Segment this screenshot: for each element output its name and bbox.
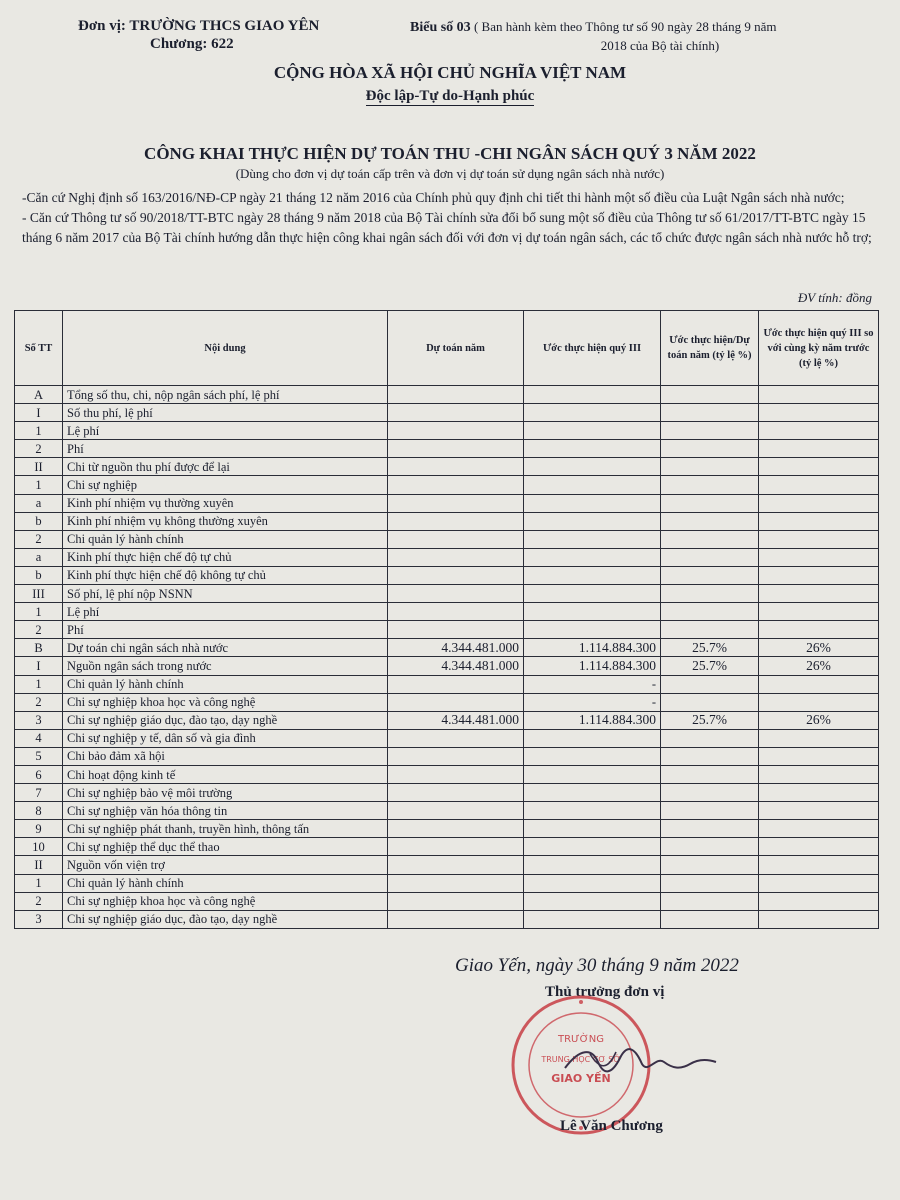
- row-number: 3: [15, 711, 63, 729]
- row-annual-plan: [388, 892, 524, 910]
- row-annual-plan: [388, 603, 524, 621]
- form-note-line-1: ( Ban hành kèm theo Thông tư số 90 ngày 28 tháng 9 năm: [470, 19, 777, 34]
- row-ratio: 25.7%: [661, 711, 759, 729]
- row-content: Nguồn vốn viện trợ: [63, 856, 388, 874]
- table-row: [15, 440, 879, 458]
- row-content: Chi sự nghiệp phát thanh, truyền hình, thông tấn: [63, 820, 388, 838]
- row-annual-plan: [388, 675, 524, 693]
- row-number: II: [15, 458, 63, 476]
- national-motto: [0, 88, 900, 105]
- row-yoy: [759, 512, 879, 530]
- row-number: 2: [15, 892, 63, 910]
- page-title: CÔNG KHAI THỰC HIỆN DỰ TOÁN THU -CHI NGÂN SÁCH QUÝ 3 NĂM 2022: [144, 144, 756, 163]
- signature: [560, 1040, 720, 1080]
- row-yoy: [759, 585, 879, 603]
- table-row: [15, 693, 879, 711]
- row-q3-estimate: [524, 458, 661, 476]
- row-yoy: [759, 747, 879, 765]
- row-number: a: [15, 548, 63, 566]
- row-ratio: [661, 747, 759, 765]
- row-number: 8: [15, 802, 63, 820]
- row-ratio: [661, 585, 759, 603]
- place-date: Giao Yến, ngày 30 tháng 9 năm 2022: [455, 955, 739, 976]
- table-row: [15, 530, 879, 548]
- row-content: Chi sự nghiệp: [63, 476, 388, 494]
- table-row: [15, 729, 879, 747]
- row-yoy: [759, 494, 879, 512]
- row-q3-estimate: [524, 585, 661, 603]
- legal-basis: [22, 188, 872, 248]
- row-ratio: [661, 603, 759, 621]
- table-row: [15, 512, 879, 530]
- row-annual-plan: [388, 566, 524, 584]
- row-content: Dự toán chi ngân sách nhà nước: [63, 639, 388, 657]
- row-number: 1: [15, 476, 63, 494]
- unit-line: [78, 18, 319, 35]
- row-q3-estimate: [524, 494, 661, 512]
- row-content: Chi sự nghiệp văn hóa thông tin: [63, 802, 388, 820]
- row-q3-estimate: 1.114.884.300: [524, 639, 661, 657]
- row-yoy: [759, 621, 879, 639]
- row-number: 1: [15, 422, 63, 440]
- row-q3-estimate: [524, 530, 661, 548]
- table-row: [15, 838, 879, 856]
- table-row: [15, 747, 879, 765]
- row-yoy: [759, 910, 879, 928]
- table-row: [15, 639, 879, 657]
- row-number: 2: [15, 621, 63, 639]
- row-yoy: 26%: [759, 639, 879, 657]
- row-content: Kinh phí nhiệm vụ thường xuyên: [63, 494, 388, 512]
- row-number: b: [15, 512, 63, 530]
- row-yoy: [759, 458, 879, 476]
- row-content: Chi quản lý hành chính: [63, 874, 388, 892]
- row-ratio: [661, 784, 759, 802]
- table-row: [15, 585, 879, 603]
- row-yoy: [759, 693, 879, 711]
- table-row: [15, 566, 879, 584]
- table-row: [15, 874, 879, 892]
- row-number: 7: [15, 784, 63, 802]
- table-row: [15, 494, 879, 512]
- row-number: 2: [15, 530, 63, 548]
- row-q3-estimate: [524, 820, 661, 838]
- table-row: [15, 711, 879, 729]
- row-yoy: [759, 404, 879, 422]
- legal-basis-item-2: - Căn cứ Thông tư số 90/2018/TT-BTC ngày 28 tháng 9 năm 2018 của Bộ Tài chính sửa đổi bổ sung một số điều của Thông tư số 61/2017/TT-BTC ngày 15 tháng 6 năm 2017 của Bộ Tài chính hướng dẫn thực hiện công khai ngân sách đối với đơn vị dự toán ngân sách, các tổ chức được ngân sách nhà nước hỗ trợ;: [22, 210, 872, 245]
- row-number: II: [15, 856, 63, 874]
- row-number: B: [15, 639, 63, 657]
- row-ratio: [661, 494, 759, 512]
- row-content: Lệ phí: [63, 422, 388, 440]
- row-number: 6: [15, 765, 63, 783]
- row-number: 1: [15, 874, 63, 892]
- row-annual-plan: [388, 910, 524, 928]
- row-annual-plan: [388, 494, 524, 512]
- row-content: Kinh phí thực hiện chế độ tự chủ: [63, 548, 388, 566]
- row-content: Chi quản lý hành chính: [63, 530, 388, 548]
- row-annual-plan: [388, 765, 524, 783]
- col-header-ratio: Ước thực hiện/Dự toán năm (tỷ lệ %): [661, 311, 759, 386]
- row-content: Chi sự nghiệp thể dục thể thao: [63, 838, 388, 856]
- seal-text-1: TRƯỜNG: [558, 1034, 604, 1045]
- table-row: [15, 422, 879, 440]
- row-q3-estimate: [524, 404, 661, 422]
- table-row: [15, 856, 879, 874]
- table-row: [15, 675, 879, 693]
- row-number: III: [15, 585, 63, 603]
- row-q3-estimate: -: [524, 675, 661, 693]
- row-yoy: [759, 386, 879, 404]
- row-ratio: [661, 476, 759, 494]
- row-q3-estimate: [524, 603, 661, 621]
- row-yoy: [759, 856, 879, 874]
- col-header-stt: Số TT: [15, 311, 63, 386]
- row-yoy: [759, 422, 879, 440]
- row-annual-plan: 4.344.481.000: [388, 639, 524, 657]
- row-number: 4: [15, 729, 63, 747]
- row-content: Tổng số thu, chi, nộp ngân sách phí, lệ phí: [63, 386, 388, 404]
- row-content: Chi sự nghiệp giáo dục, đào tạo, dạy nghề: [63, 910, 388, 928]
- head-of-unit-title: Thủ trưởng đơn vị: [545, 984, 665, 1000]
- row-number: 1: [15, 603, 63, 621]
- seal-text-3: GIAO YẾN: [551, 1072, 611, 1085]
- row-number: 1: [15, 675, 63, 693]
- table-row: [15, 765, 879, 783]
- motto-text: Độc lập-Tự do-Hạnh phúc: [365, 88, 535, 104]
- row-number: I: [15, 657, 63, 675]
- row-yoy: 26%: [759, 657, 879, 675]
- row-content: Chi sự nghiệp bảo vệ môi trường: [63, 784, 388, 802]
- signer-name: Lê Văn Chương: [560, 1118, 663, 1134]
- row-q3-estimate: [524, 802, 661, 820]
- table-row: [15, 784, 879, 802]
- legal-basis-item-1: -Căn cứ Nghị định số 163/2016/NĐ-CP ngày 21 tháng 12 năm 2016 của Chính phủ quy định chi tiết thi hành một số điều của Luật Ngân sách nhà nước;: [22, 190, 845, 205]
- table-row: [15, 404, 879, 422]
- row-yoy: [759, 838, 879, 856]
- form-reference: [410, 18, 870, 55]
- row-content: Phí: [63, 621, 388, 639]
- unit-name: TRƯỜNG THCS GIAO YÊN: [129, 18, 320, 34]
- row-q3-estimate: [524, 476, 661, 494]
- row-q3-estimate: [524, 729, 661, 747]
- row-content: Chi quản lý hành chính: [63, 675, 388, 693]
- row-content: Nguồn ngân sách trong nước: [63, 657, 388, 675]
- row-annual-plan: [388, 476, 524, 494]
- row-ratio: [661, 422, 759, 440]
- row-yoy: [759, 548, 879, 566]
- row-number: 2: [15, 693, 63, 711]
- row-ratio: [661, 386, 759, 404]
- form-number: Biểu số 03: [410, 20, 471, 35]
- row-annual-plan: [388, 530, 524, 548]
- chapter-line: Chương: 622: [150, 36, 234, 52]
- row-annual-plan: [388, 422, 524, 440]
- row-content: Chi sự nghiệp y tế, dân số và gia đình: [63, 729, 388, 747]
- table-row: [15, 621, 879, 639]
- row-ratio: [661, 440, 759, 458]
- row-content: Chi hoạt động kinh tế: [63, 765, 388, 783]
- row-yoy: [759, 820, 879, 838]
- table-row: [15, 892, 879, 910]
- row-q3-estimate: [524, 892, 661, 910]
- row-content: Phí: [63, 440, 388, 458]
- row-annual-plan: [388, 729, 524, 747]
- col-header-yoy: Ước thực hiện quý III so với cùng kỳ năm trước (tỷ lệ %): [759, 311, 879, 386]
- row-ratio: [661, 693, 759, 711]
- row-yoy: [759, 802, 879, 820]
- row-ratio: [661, 802, 759, 820]
- row-ratio: [661, 548, 759, 566]
- row-q3-estimate: [524, 784, 661, 802]
- row-content: Chi từ nguồn thu phí được để lại: [63, 458, 388, 476]
- row-yoy: [759, 892, 879, 910]
- row-ratio: [661, 856, 759, 874]
- row-number: b: [15, 566, 63, 584]
- row-ratio: 25.7%: [661, 639, 759, 657]
- row-annual-plan: [388, 856, 524, 874]
- row-yoy: [759, 440, 879, 458]
- row-yoy: [759, 874, 879, 892]
- row-annual-plan: [388, 874, 524, 892]
- row-content: Kinh phí nhiệm vụ không thường xuyên: [63, 512, 388, 530]
- row-ratio: [661, 404, 759, 422]
- currency-unit-note: ĐV tính: đồng: [797, 290, 872, 305]
- row-annual-plan: [388, 784, 524, 802]
- table-row: [15, 476, 879, 494]
- nation-title: CỘNG HÒA XÃ HỘI CHỦ NGHĨA VIỆT NAM: [273, 63, 627, 82]
- row-annual-plan: 4.344.481.000: [388, 711, 524, 729]
- row-yoy: [759, 729, 879, 747]
- col-header-content: Nội dung: [63, 311, 388, 386]
- row-ratio: [661, 675, 759, 693]
- row-annual-plan: [388, 386, 524, 404]
- budget-table: [14, 310, 879, 929]
- row-annual-plan: [388, 802, 524, 820]
- row-annual-plan: [388, 548, 524, 566]
- row-number: A: [15, 386, 63, 404]
- row-number: a: [15, 494, 63, 512]
- row-ratio: [661, 874, 759, 892]
- row-content: Chi sự nghiệp giáo dục, đào tạo, dạy nghề: [63, 711, 388, 729]
- row-ratio: [661, 512, 759, 530]
- row-ratio: [661, 765, 759, 783]
- row-number: 5: [15, 747, 63, 765]
- row-ratio: [661, 910, 759, 928]
- row-annual-plan: [388, 585, 524, 603]
- row-annual-plan: 4.344.481.000: [388, 657, 524, 675]
- row-content: Chi bảo đảm xã hội: [63, 747, 388, 765]
- row-yoy: 26%: [759, 711, 879, 729]
- unit-label: Đơn vị:: [78, 18, 126, 34]
- row-number: 3: [15, 910, 63, 928]
- budget-table-body: [15, 386, 879, 929]
- row-annual-plan: [388, 404, 524, 422]
- row-annual-plan: [388, 747, 524, 765]
- row-yoy: [759, 765, 879, 783]
- row-q3-estimate: [524, 874, 661, 892]
- row-annual-plan: [388, 838, 524, 856]
- row-ratio: [661, 458, 759, 476]
- row-q3-estimate: [524, 566, 661, 584]
- row-annual-plan: [388, 440, 524, 458]
- table-row: [15, 458, 879, 476]
- row-content: Lệ phí: [63, 603, 388, 621]
- row-content: Chi sự nghiệp khoa học và công nghệ: [63, 693, 388, 711]
- row-q3-estimate: [524, 838, 661, 856]
- row-yoy: [759, 784, 879, 802]
- row-yoy: [759, 530, 879, 548]
- row-q3-estimate: [524, 512, 661, 530]
- row-content: Số thu phí, lệ phí: [63, 404, 388, 422]
- row-yoy: [759, 675, 879, 693]
- table-header-row: [15, 311, 879, 386]
- col-header-q3-estimate: Ước thực hiện quý III: [524, 311, 661, 386]
- row-annual-plan: [388, 512, 524, 530]
- col-header-annual-plan: Dự toán năm: [388, 311, 524, 386]
- row-q3-estimate: 1.114.884.300: [524, 657, 661, 675]
- row-q3-estimate: [524, 856, 661, 874]
- row-number: 2: [15, 440, 63, 458]
- row-ratio: [661, 838, 759, 856]
- row-number: 9: [15, 820, 63, 838]
- row-ratio: [661, 530, 759, 548]
- row-q3-estimate: -: [524, 693, 661, 711]
- row-number: 10: [15, 838, 63, 856]
- row-q3-estimate: [524, 765, 661, 783]
- row-content: Kinh phí thực hiện chế độ không tự chủ: [63, 566, 388, 584]
- row-q3-estimate: [524, 621, 661, 639]
- table-row: [15, 820, 879, 838]
- table-row: [15, 910, 879, 928]
- row-content: Chi sự nghiệp khoa học và công nghệ: [63, 892, 388, 910]
- row-q3-estimate: [524, 386, 661, 404]
- row-yoy: [759, 476, 879, 494]
- page-subtitle: (Dùng cho đơn vị dự toán cấp trên và đơn vị dự toán sử dụng ngân sách nhà nước): [235, 166, 665, 181]
- row-content: Số phí, lệ phí nộp NSNN: [63, 585, 388, 603]
- table-row: [15, 548, 879, 566]
- table-row: [15, 386, 879, 404]
- row-ratio: [661, 820, 759, 838]
- row-q3-estimate: 1.114.884.300: [524, 711, 661, 729]
- row-ratio: [661, 729, 759, 747]
- form-note-line-2: 2018 của Bộ tài chính): [600, 38, 720, 53]
- row-q3-estimate: [524, 440, 661, 458]
- row-q3-estimate: [524, 548, 661, 566]
- row-number: I: [15, 404, 63, 422]
- row-annual-plan: [388, 458, 524, 476]
- table-row: [15, 657, 879, 675]
- row-ratio: [661, 892, 759, 910]
- row-q3-estimate: [524, 747, 661, 765]
- row-ratio: 25.7%: [661, 657, 759, 675]
- row-annual-plan: [388, 621, 524, 639]
- table-row: [15, 603, 879, 621]
- row-q3-estimate: [524, 422, 661, 440]
- table-row: [15, 802, 879, 820]
- row-ratio: [661, 566, 759, 584]
- row-ratio: [661, 621, 759, 639]
- row-yoy: [759, 603, 879, 621]
- row-annual-plan: [388, 820, 524, 838]
- row-yoy: [759, 566, 879, 584]
- seal-text-2: TRUNG HỌC CƠ SỞ: [541, 1055, 621, 1064]
- row-q3-estimate: [524, 910, 661, 928]
- row-annual-plan: [388, 693, 524, 711]
